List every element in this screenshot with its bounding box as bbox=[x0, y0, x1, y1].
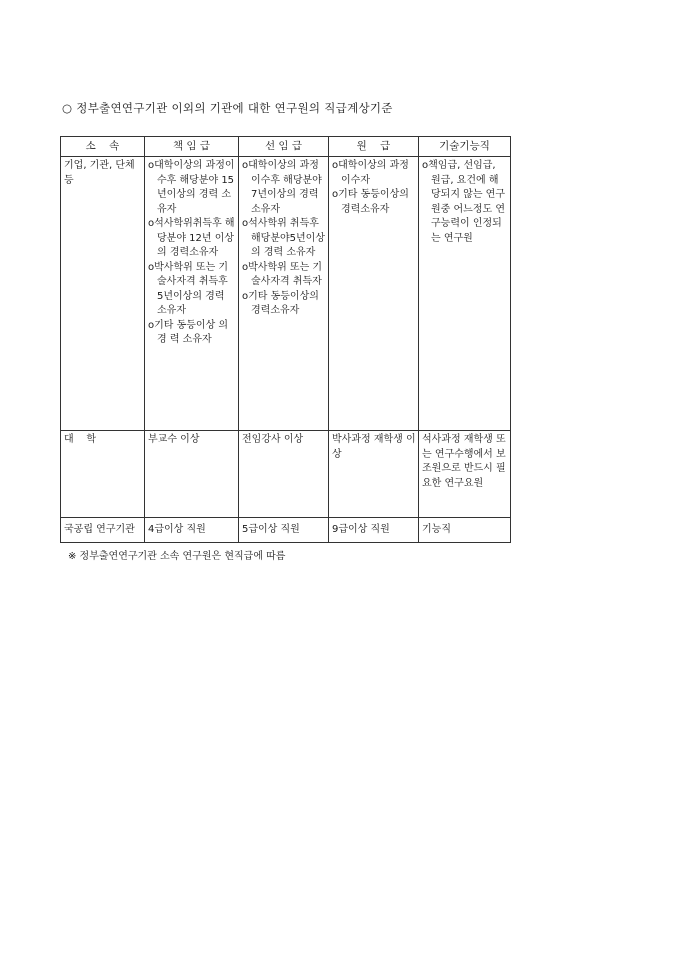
list-item: o대학이상의 과정이수자 bbox=[332, 160, 409, 186]
list-item: o대학이상의 과정이수후 해당분야 15년이상의 경력 소유자 bbox=[148, 160, 235, 215]
list-item: o대학이상의 과정이수후 해당분야 7년이상의 경력 소유자 bbox=[242, 160, 322, 215]
footnote: ※ 정부출연연구기관 소속 연구원은 현직급에 따름 bbox=[68, 551, 286, 562]
cell-tech bbox=[419, 157, 511, 431]
list-item: o석사학위 취득후 해당분야5년이상의 경력 소유자 bbox=[242, 218, 325, 258]
header-affiliation: 소 속 bbox=[61, 137, 145, 157]
list-item: o기타 동등이상 의 경 력 소유자 bbox=[148, 319, 229, 345]
cell-mid: 5급이상 직원 bbox=[239, 518, 329, 543]
header-junior: 원 급 bbox=[329, 137, 419, 157]
header-mid: 선 임 급 bbox=[239, 137, 329, 157]
list-item: o기타 동등이상의 경력소유자 bbox=[332, 189, 409, 215]
cell-junior: 박사과정 재학생 이상 bbox=[329, 431, 419, 518]
cell-junior: 9급이상 직원 bbox=[329, 518, 419, 543]
cell-tech: 석사과정 재학생 또는 연구수행에서 보조원으로 반드시 필요한 연구요원 bbox=[419, 431, 511, 518]
cell-mid: 전임강사 이상 bbox=[239, 431, 329, 518]
cell-senior: 부교수 이상 bbox=[145, 431, 239, 518]
list-item: o책임급, 선임급, 원급, 요건에 해당되지 않는 연구원중 어느정도 연구능력이 인정되는 연구원 bbox=[422, 160, 505, 244]
table-row bbox=[61, 431, 511, 518]
document-title: ○ 정부출연연구기관 이외의 기관에 대한 연구원의 직급계상기준 bbox=[62, 101, 393, 115]
grade-criteria-table bbox=[60, 136, 511, 543]
header-senior: 책 임 급 bbox=[145, 137, 239, 157]
cell-tech: 기능직 bbox=[419, 518, 511, 543]
list-item: o박사학위 또는 기술사자격 취득후 5년이상의 경력 소유자 bbox=[148, 261, 229, 316]
table-row bbox=[61, 157, 511, 431]
cell-junior bbox=[329, 157, 419, 431]
cell-affiliation: 기업, 기관, 단체등 bbox=[61, 157, 145, 431]
cell-affiliation: 대 학 bbox=[61, 431, 145, 518]
list-item: o석사학위취득후 해당분야 12년 이상의 경력소유자 bbox=[148, 218, 235, 258]
table-row bbox=[61, 518, 511, 543]
cell-senior: 4급이상 직원 bbox=[145, 518, 239, 543]
table-header-row bbox=[61, 137, 511, 157]
cell-mid bbox=[239, 157, 329, 431]
header-tech: 기술기능직 bbox=[419, 137, 511, 157]
list-item: o박사학위 또는 기술사자격 취득자 bbox=[242, 261, 323, 287]
list-item: o기타 동등이상의 경력소유자 bbox=[242, 290, 319, 316]
cell-senior bbox=[145, 157, 239, 431]
cell-affiliation: 국공립 연구기관 bbox=[61, 518, 145, 543]
